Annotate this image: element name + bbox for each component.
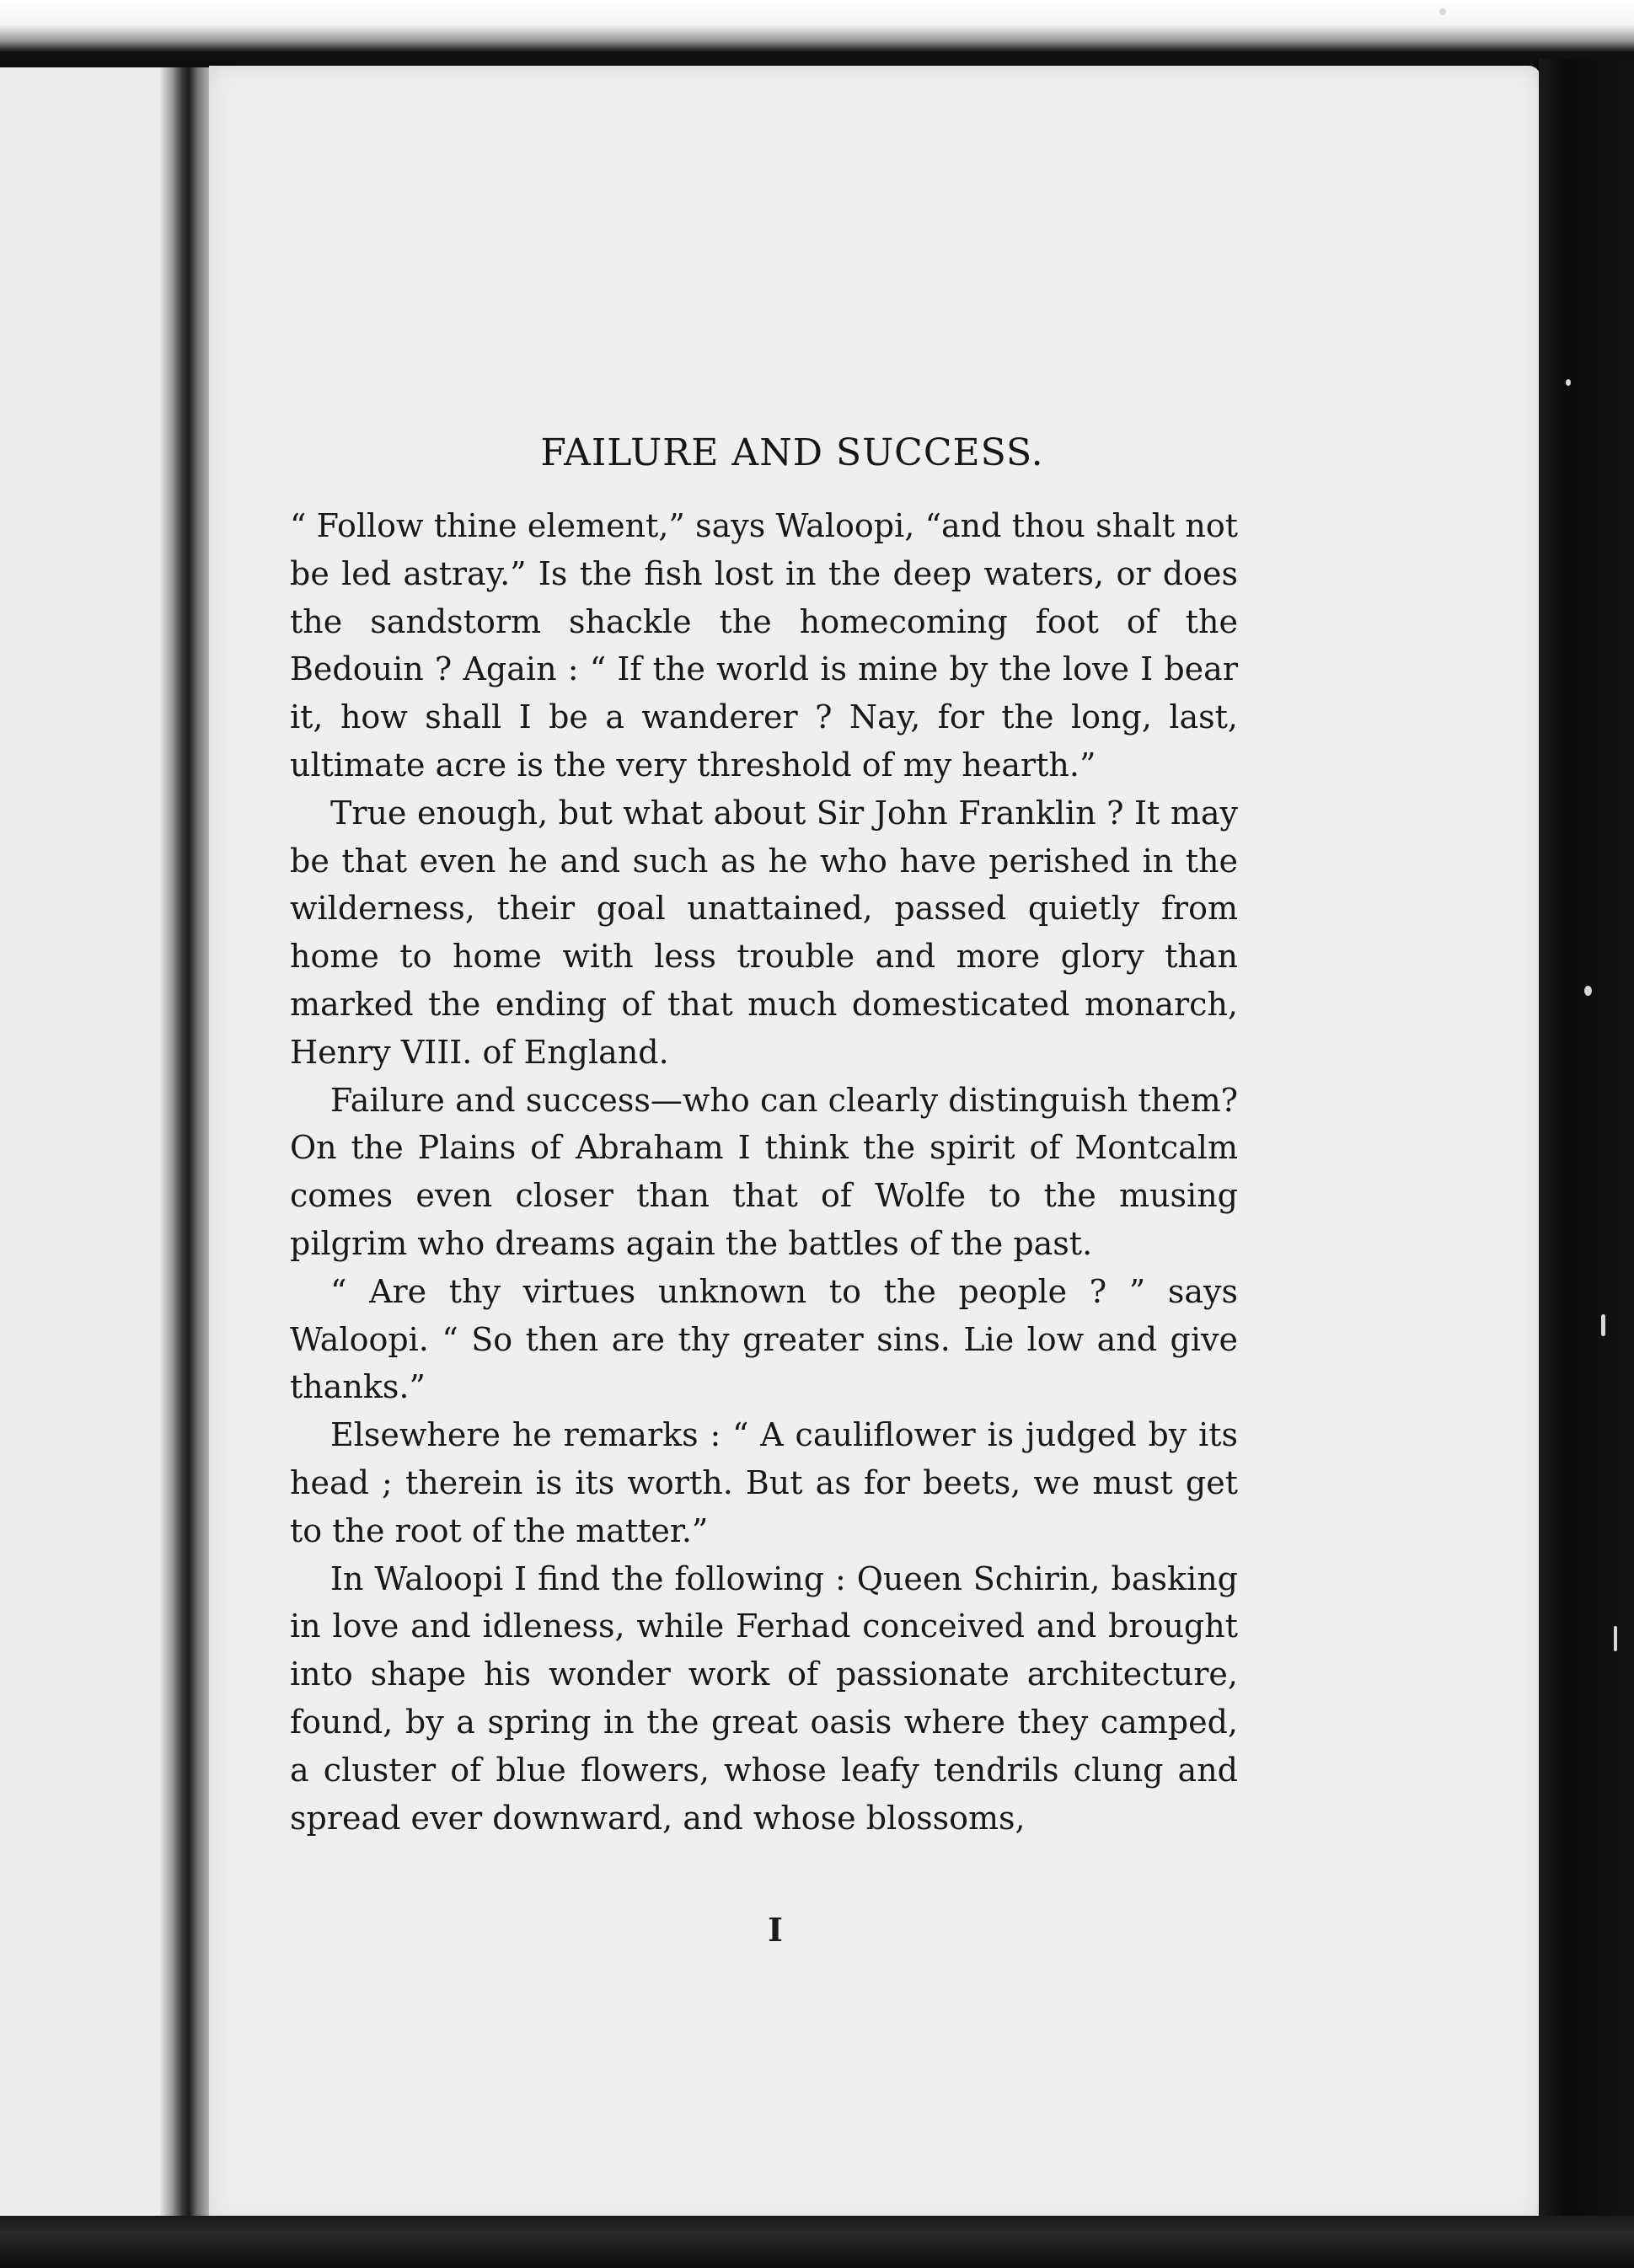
page-gutter-shadow <box>160 67 211 2233</box>
running-title: FAILURE AND SUCCESS. <box>540 431 1044 474</box>
scan-speck <box>1601 1314 1605 1336</box>
paragraph: “ Are thy virtues unknown to the people ? ” says Waloopi. “ So then are thy greater sins. Lie low and give thanks.” <box>290 1272 1238 1406</box>
scan-speck <box>1439 8 1446 15</box>
facing-page-strip <box>0 67 169 2224</box>
scan-speck <box>1584 986 1592 996</box>
paragraph: In Waloopi I find the following : Queen Schirin, basking in love and idleness, while Ferhad conceived and brought into shape his wonder work of passionate architecture, found, by a spring in the great oasis where they camped, a cluster of blue flowers, whose leafy tendrils clung and spread ever downward, and whose blossoms, <box>290 1559 1238 1837</box>
paragraph: Elsewhere he remarks : “ A cauliflower is judged by its head ; therein is its worth. But as for beets, we must get to the root of the matter.” <box>290 1416 1238 1549</box>
scan-right-border <box>1539 59 1634 2268</box>
paragraph: Failure and success—who can clearly distinguish them? On the Plains of Abraham I think the spirit of Montcalm comes even closer than that of Wolfe to the musing pilgrim who dreams again the battles of the past. <box>290 1081 1238 1262</box>
scan-speck <box>1614 1626 1617 1651</box>
scan-speck <box>1566 379 1571 386</box>
page-body <box>290 502 1238 1842</box>
scan-bottom-border <box>0 2216 1634 2268</box>
page-number: I <box>768 1911 783 1949</box>
paragraph: True enough, but what about Sir John Franklin ? It may be that even he and such as he who have perished in the wilderness, their goal unattained, passed quietly from home to home with less trouble and more glory than marked the ending of that much domesticated monarch, Henry VIII. of England. <box>290 794 1238 1071</box>
paragraph: “ Follow thine element,” says Waloopi, “and thou shalt not be led astray.” Is the fish lost in the deep waters, or does the sandstorm shackle the homecoming foot of the Bedouin ? Again : “ If the world is mine by the love I bear it, how shall I be a wanderer ? Nay, for the long, last, ultimate acre is the very threshold of my hearth.” <box>290 507 1238 784</box>
